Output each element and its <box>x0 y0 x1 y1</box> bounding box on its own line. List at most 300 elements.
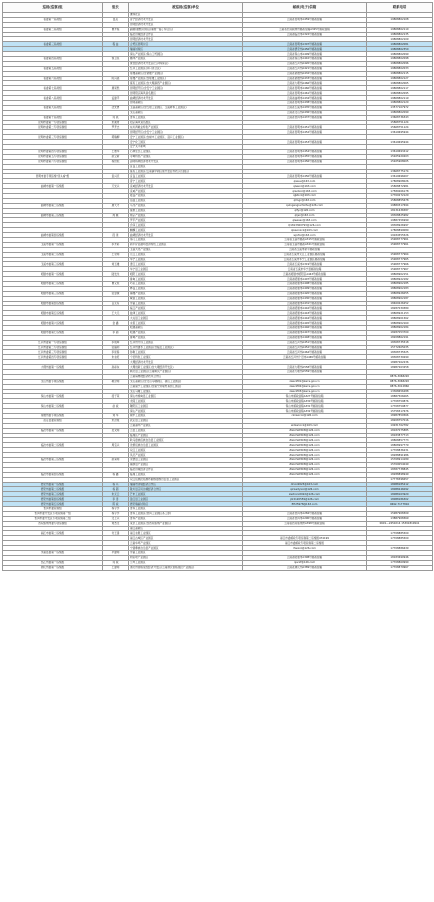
leader-cell: 唐天才 <box>103 203 129 208</box>
group-cell: 保山市委第二巡察组 <box>3 404 103 409</box>
mailbox-cell: 云南省楚雄州A433号邮政信箱 <box>243 76 367 81</box>
phone-cell: 18808902185 <box>367 281 433 286</box>
group-cell: 武定县委巡察组 <box>3 418 103 423</box>
leader-cell: 罗开志 <box>103 125 129 130</box>
unit-cell: 德宏瑞丽试验区 <box>129 502 243 507</box>
leader-cell: 唐亮然 <box>103 86 129 91</box>
leader-cell: 付王锋 <box>103 531 129 536</box>
phone-cell: 15925908005 <box>367 159 433 164</box>
phone-cell: 15768914189 <box>367 458 433 463</box>
group-cell: 曲靖市委第四巡察组 <box>3 233 103 238</box>
mailbox-cell: 云南省昭通市A446号邮政信箱 <box>243 326 367 331</box>
unit-cell: 麒麟工业园区 <box>129 228 243 233</box>
group-cell: 德宏州委第三巡察组 <box>3 492 103 497</box>
mailbox-cell: ZGLCSWXCB@126.com <box>243 428 367 433</box>
leader-cell: 周 魁 <box>103 213 129 218</box>
mailbox-cell: 云南省大理州A558号邮政信箱 <box>243 365 367 370</box>
group-cell: 昭通市委第五巡察组 <box>3 311 103 316</box>
phone-cell: 15769054049 <box>367 462 433 467</box>
mailbox-cell: 云南省红河州A452号邮政信箱 <box>243 345 367 350</box>
unit-cell: 马龙产业园区 <box>129 203 243 208</box>
group-cell: 昆明市委第四专项巡察组 <box>3 149 103 154</box>
unit-cell: 昭阳工业园区 <box>129 272 243 277</box>
phone-cell: 18287053700 <box>367 330 433 335</box>
phone-cell: 15772605035 <box>367 345 433 350</box>
group-cell: 昭通市委第六巡察组 <box>3 321 103 326</box>
leader-cell: 郭瑞柳 <box>103 135 129 140</box>
phone-cell: 0876-3068220 <box>367 379 433 384</box>
mailbox-cell: ZGLCSWXCB@126.com <box>243 433 367 438</box>
group-cell: 省委第四巡视组 <box>3 57 103 62</box>
group-cell: 德宏州委第二巡察组 <box>3 487 103 492</box>
unit-cell: 弥勒工业园区 <box>129 350 243 355</box>
mailbox-cell: zwsczf01@zwcs.gov.cn <box>243 379 367 384</box>
phone-cell: 18808902187 <box>367 296 433 301</box>
unit-cell: 保山产业园区 <box>129 409 243 414</box>
mailbox-cell: 云南省临沧市A322号邮政信箱 <box>243 32 367 37</box>
leader-cell: 陈兴美 <box>103 76 129 81</box>
unit-cell: 云南华坪产业园区 <box>129 541 243 546</box>
phone-cell: 13577107972 <box>367 105 433 110</box>
unit-cell: 红河州开远工业园区 <box>129 340 243 345</box>
unit-cell: 勐腊(磨憨)试验区(重塑一藤丁综合区) <box>129 27 243 32</box>
unit-cell: 临沧边境经济合作区 <box>129 467 243 472</box>
group-cell: 德宏州委第五巡察组 <box>3 502 103 507</box>
group-cell: 省委第二巡视组 <box>3 27 103 32</box>
phone-cell: 19808802115 <box>367 71 433 76</box>
mailbox-cell: 云南省玉溪市A319号邮政信箱 <box>243 262 367 267</box>
group-cell: 红河州委第四专项巡察组 <box>3 355 103 360</box>
group-cell: 保山市委第一巡察组 <box>3 394 103 399</box>
group-cell: 普洱市委开发区专项巡察第一组 <box>3 511 103 516</box>
group-cell: 怒江州委第一巡察组 <box>3 560 103 565</box>
phone-cell: 19808802108 <box>367 17 433 22</box>
phone-cell: 15908777966 <box>367 262 433 267</box>
phone-cell: 17708886639 <box>367 546 433 551</box>
table-body <box>3 13 433 571</box>
group-cell: 普洱市委开发区专项巡察第二组 <box>3 516 103 521</box>
group-cell: 省委第三巡视组 <box>3 42 103 47</box>
phone-cell: 18387738845 <box>367 467 433 472</box>
leader-cell: 王大元 <box>103 311 129 316</box>
mailbox-cell: 云南省昆明市A454号邮政信箱 <box>243 149 367 154</box>
phone-cell: 18088246092 <box>367 487 433 492</box>
phone-cell: 15908777961 <box>367 237 433 242</box>
mailbox-cell: 云南省玉溪市华宁县邮政信箱 <box>243 267 367 272</box>
mailbox-cell: qljzbcz@163.com <box>243 193 367 198</box>
leader-cell: 王宏明 <box>103 252 129 257</box>
phone-cell: 18088186302 <box>367 497 433 502</box>
mailbox-cell: 云南省昭通市A445号邮政信箱 <box>243 321 367 326</box>
leader-cell: 段子荣 <box>103 394 129 399</box>
mailbox-cell: 云南省昭通市A407号邮政信箱 <box>243 277 367 282</box>
phone-cell: 13619696007 <box>367 174 433 179</box>
phone-cell: 18308825982 <box>367 213 433 218</box>
mailbox-cell: 云南省昭通市A420号邮政信箱 <box>243 291 367 296</box>
leader-cell: 王建明 <box>103 565 129 570</box>
group-cell: 红河州委第一专项巡察组 <box>3 340 103 345</box>
group-cell: 红河州委第二专项巡察组 <box>3 345 103 350</box>
unit-cell: 水富工业园区 <box>129 550 243 555</box>
group-cell: 红河州委第三专项巡察组 <box>3 350 103 355</box>
unit-cell: 绥江产业园区 <box>129 306 243 311</box>
unit-cell: 文山马塘工业园区 <box>129 389 243 394</box>
phone-cell: 17708759876 <box>367 399 433 404</box>
unit-cell: 云南麻栗坡经济技术合作区 <box>129 374 243 379</box>
leader-cell: 陈 斌 <box>103 502 129 507</box>
leader-cell: 刘杰文 <box>103 521 129 526</box>
unit-cell: 昆明高新区 <box>129 101 243 106</box>
group-cell: 迪庆州委第一巡察组 <box>3 565 103 570</box>
leader-cell: 吴文明 <box>103 428 129 433</box>
phone-cell: 18308926997 <box>367 223 433 228</box>
leader-cell: 杨 鑫 <box>103 472 129 477</box>
mailbox-cell: 云南省昭通市A443号邮政信箱 <box>243 311 367 316</box>
mailbox-cell: wdxwxccz@163.com <box>243 423 367 428</box>
phone-cell: 15908777964 <box>367 252 433 257</box>
phone-cell: 19808802095 <box>367 91 433 96</box>
group-cell: 省委第八巡视组 <box>3 96 103 101</box>
mailbox-cell: EH25978@163.com <box>243 502 367 507</box>
group-cell: 昆明市委第六专项巡察组 <box>3 159 103 164</box>
unit-cell: 耿马傣族佤族自治县工业园区 <box>129 438 243 443</box>
phone-cell: 19808802117 <box>367 86 433 91</box>
unit-cell: 龙陵工业园区 <box>129 399 243 404</box>
unit-cell: 安宁化工园区 <box>129 140 243 145</box>
phone-cell: 17808908026 <box>367 179 433 184</box>
unit-cell: 隆阳区工业园区 <box>129 404 243 409</box>
phone-cell: 18808901562 <box>367 316 433 321</box>
group-cell: 德宏州委第一巡察组 <box>3 482 103 487</box>
mailbox-cell: 云南省普洱市A437号邮政信箱 <box>243 115 367 120</box>
leader-cell: 朱永旺 <box>103 355 129 360</box>
table-header-row <box>3 3 433 13</box>
unit-cell: 禄丰工业园区 <box>129 414 243 419</box>
unit-cell: 大关县工业园区 <box>129 316 243 321</box>
unit-cell: 昆明经济技术开发区 <box>129 37 243 42</box>
phone-cell: 18808921153 <box>367 311 433 316</box>
group-cell: 昆明市委第二专项巡察组 <box>3 125 103 130</box>
phone-cell: 18469226252 <box>367 301 433 306</box>
phone-cell: 18808997779 <box>367 443 433 448</box>
phone-cell: 13619695944 <box>367 140 433 145</box>
group-cell: 大理州委第一巡察组 <box>3 365 103 370</box>
group-cell: 昭通市委第四巡察组 <box>3 301 103 306</box>
unit-cell: 盐津工业园区 <box>129 311 243 316</box>
unit-cell: 丽江高新区 <box>129 526 243 531</box>
mailbox-cell: 保山市邮政信箱A331号邮政信箱 <box>243 404 367 409</box>
unit-cell: 安宁太平新城 <box>129 145 243 150</box>
group-cell: 省委第六巡视组 <box>3 76 103 81</box>
group-cell: 昆明市委第一专项巡察组 <box>3 120 103 125</box>
phone-cell: 18088185212 <box>367 482 433 487</box>
group-cell: 曲靖市委第二巡察组 <box>3 203 103 208</box>
unit-cell: 瑞丽试验区 <box>129 47 243 52</box>
mailbox-cell: 云南省玉溪市元江工业园区邮政信箱 <box>243 252 367 257</box>
phone-cell: 13668775174 <box>367 169 433 174</box>
unit-cell: 红河工业园区(河口边合区) <box>129 66 243 71</box>
phone-cell: 17808899080 <box>367 228 433 233</box>
phone-cell: 18288898949 <box>367 472 433 477</box>
unit-cell: 昆明阳宗海风景名胜区 <box>129 91 243 96</box>
leader-cell: 温克 <box>103 17 129 22</box>
unit-cell: 腾冲产业园区 <box>129 57 243 62</box>
phone-cell: 18208757016 <box>367 418 433 423</box>
group-cell: 西双版纳州委专项巡察组 <box>3 521 103 526</box>
mailbox-cell: 云南省红河州个旧市A465号邮政信箱 <box>243 355 367 360</box>
unit-cell: 昆明经开区(含安宁工业园区) <box>129 130 243 135</box>
unit-cell: 镇康县产业园区 <box>129 462 243 467</box>
unit-cell: 临翔工业园区 <box>129 472 243 477</box>
phone-cell: 15758317676 <box>367 409 433 414</box>
mailbox-cell: qlfyc@126.com <box>243 208 367 213</box>
mailbox-cell: 云南省昆明市A461号邮政信箱 <box>243 91 367 96</box>
mailbox-cell: qiwdxcz@163.com <box>243 189 367 194</box>
phone-cell: 19808802109 <box>367 37 433 42</box>
mailbox-cell: 云南省玉溪市新平邮政信箱 <box>243 247 367 252</box>
mailbox-cell: 云南省昭通市A444号邮政信箱 <box>243 316 367 321</box>
group-cell: 省委第一巡视组 <box>3 17 103 22</box>
mailbox-cell: 云南省迪庆州A389号邮政信箱 <box>243 565 367 570</box>
group-cell: 文山州委专项巡察组 <box>3 379 103 384</box>
mailbox-cell: 云南省昭通市A447号邮政信箱 <box>243 330 367 335</box>
phone-cell: 19808802099 <box>367 110 433 115</box>
mailbox-cell: ZGLCSWXCB@126.com <box>243 443 367 448</box>
phone-cell: 19808802135 <box>367 32 433 37</box>
unit-cell: 陇川县章凤边境经济合作区 <box>129 487 243 492</box>
unit-cell: 镇雄产业园区 <box>129 291 243 296</box>
unit-cell: 嵩明杨林经济技术开发区 <box>129 159 243 164</box>
mailbox-cell: qljsc@163.com <box>243 213 367 218</box>
mailbox-cell: 保山市邮政信箱A330号邮政信箱 <box>243 399 367 404</box>
leader-cell: 金 鑫 <box>103 321 129 326</box>
phone-cell: 13608736343 <box>367 115 433 120</box>
unit-cell: 兰坪工业园区 <box>129 560 243 565</box>
unit-cell: 双江佤族拉祜族布朗族傣族自治县工业园区 <box>129 477 243 482</box>
unit-cell: 昭通高新区 <box>129 326 243 331</box>
phone-cell: 17778398457 <box>367 477 433 482</box>
phone-cell: 17708836231 <box>367 448 433 453</box>
unit-cell: 盈江县工业园区 <box>129 497 243 502</box>
phone-cell: 17708885500 <box>367 531 433 536</box>
unit-cell: 曲靖经济技术开发区 <box>129 233 243 238</box>
mailbox-cell: qirxwdyxcz@126.com <box>243 487 367 492</box>
mailbox-cell: 云南省普洱市A290号邮政信箱 <box>243 516 367 521</box>
phone-cell: 17589266178 <box>367 189 433 194</box>
inspection-contact-table <box>2 2 433 571</box>
phone-cell: 0691—2450214 15391810941 <box>367 521 433 526</box>
leader-cell: 李迎春 <box>103 350 129 355</box>
unit-cell: 芒市工业园区 <box>129 492 243 497</box>
mailbox-cell: ZGLCSWXCB@126.com <box>243 448 367 453</box>
phone-cell: 18288891986 <box>367 453 433 458</box>
phone-cell: 19808802110 <box>367 27 433 32</box>
phone-cell: 17708885500 <box>367 536 433 541</box>
phone-cell: 18987262236 <box>367 360 433 365</box>
unit-cell: 保山市施甸县工业园区 <box>129 394 243 399</box>
mailbox-cell: 云南省大理州A466号邮政信箱 <box>243 81 367 86</box>
group-cell: 玉溪市委第二巡察组 <box>3 252 103 257</box>
group-cell: 临沧市委第一巡察组 <box>3 428 103 433</box>
phone-cell: 17708879967 <box>367 565 433 570</box>
phone-cell: 15925920203 <box>367 154 433 159</box>
phone-cell: 18287039380 <box>367 306 433 311</box>
phone-cell: 13619693412 <box>367 149 433 154</box>
group-cell: 省委第五巡视组 <box>3 66 103 71</box>
unit-cell: 保山产业园区(保山工贸园区) <box>129 52 243 57</box>
phone-cell: 18187075885 <box>367 428 433 433</box>
mailbox-cell: qulngangiuchizhu@126.com <box>243 203 367 208</box>
leader-cell: 沈先勇 <box>103 105 129 110</box>
unit-cell: 凤庆产业园区 <box>129 453 243 458</box>
unit-cell: 易门工业园区 <box>129 237 243 242</box>
leader-cell: 孟建平 <box>103 96 129 101</box>
mailbox-cell: 云南省昭通市A430号邮政信箱 <box>243 296 367 301</box>
phone-cell: 15868751124 <box>367 120 433 125</box>
mailbox-cell: 云南省玉溪市A435号邮政信箱 <box>243 105 367 110</box>
unit-cell: 文山高新区 <box>129 110 243 115</box>
phone-cell: 18808902160 <box>367 321 433 326</box>
unit-cell: 鲁甸工业园区 <box>129 277 243 282</box>
phone-cell: 13887908369 <box>367 516 433 521</box>
phone-cell: 17708869990 <box>367 560 433 565</box>
unit-cell: 昭通产业园区 <box>129 330 243 335</box>
mailbox-cell: 云南省昆明市A452号邮政信箱 <box>243 130 367 135</box>
unit-cell: 沧源佤族自治县工业园区 <box>129 443 243 448</box>
unit-cell: 丽江古城区产业园区 <box>129 536 243 541</box>
group-cell: 德宏州委第四巡察组 <box>3 497 103 502</box>
mailbox-cell: zwsczf02@zwcs.gov.cn <box>243 384 367 389</box>
mailbox-cell: 云南省昭通市A409号邮政信箱 <box>243 286 367 291</box>
phone-cell: 18308735518 <box>367 340 433 345</box>
phone-cell: 19808802096 <box>367 61 433 66</box>
phone-cell: 17708759877 <box>367 404 433 409</box>
group-cell: 省委第九巡视组 <box>3 105 103 110</box>
mailbox-cell: 云南省楚雄州A432号邮政信箱 <box>243 71 367 76</box>
phone-cell: 18987850566 <box>367 414 433 419</box>
mailbox-cell: 云南省昆明市A456号邮政信箱 <box>243 159 367 164</box>
unit-cell: 威信工业园区 <box>129 296 243 301</box>
phone-cell: 13368656288 <box>367 389 433 394</box>
group-cell: 昭通市委第一巡察组 <box>3 272 103 277</box>
mailbox-cell: ZGLCSWXCB@126.com <box>243 472 367 477</box>
mailbox-cell: ZGLCSWXCB@126.com <box>243 438 367 443</box>
phone-cell: 18808902184 <box>367 326 433 331</box>
phone-cell: 19887456999 <box>367 218 433 223</box>
phone-cell: 19808802098 <box>367 57 433 62</box>
unit-cell: 彝良工业园区 <box>129 286 243 291</box>
leader-cell: 毕建明 <box>103 550 129 555</box>
unit-cell: 华宁工业园区 <box>129 257 243 262</box>
phone-cell: 19808802065 <box>367 81 433 86</box>
unit-cell: 普洱工业园区 <box>129 506 243 511</box>
unit-cell: 玉溪高新区(含红塔工业园区、玉溪研和工业园区) <box>129 105 243 110</box>
phone-cell: 18808922182 <box>367 277 433 282</box>
mailbox-cell: ZGLCSWXCB@126.com <box>243 467 367 472</box>
mailbox-cell: 云南省红河州A451号邮政信箱 <box>243 340 367 345</box>
leader-cell: 朱洪成 <box>103 418 129 423</box>
leader-cell: 李开彩 <box>103 242 129 247</box>
header-phone: 联系电话 <box>367 3 433 13</box>
group-cell: 昆明市委第三专项巡察组 <box>3 135 103 140</box>
mailbox-cell: Q1813360793@126.com <box>243 223 367 228</box>
mailbox-cell: lhwxcz@126.com <box>243 546 367 551</box>
unit-cell: 安宁工业园区(含禄丰工业园区、嵩口工业园区) <box>129 135 243 140</box>
mailbox-cell: 云南省保山市A409号邮政信箱 <box>243 52 367 57</box>
leader-cell: 赵 斌 <box>103 404 129 409</box>
unit-cell: 大理创新工业园区(含大理经济开发区) <box>129 365 243 370</box>
group-cell: 丽江市委第二巡察组 <box>3 531 103 536</box>
phone-cell: 17769272120 <box>367 193 433 198</box>
unit-cell: 新平矿业循环经济特色工业园区 <box>129 242 243 247</box>
mailbox-cell: zwsczf03@zwcs.gov.cn <box>243 389 367 394</box>
phone-cell: 15987908309 <box>367 511 433 516</box>
leader-cell: 杨 兵 <box>103 482 129 487</box>
leader-cell: 杨世松 <box>103 159 129 164</box>
group-cell: 曲靖市委第一巡察组 <box>3 184 103 189</box>
mailbox-cell: 云南省昆明市A453号邮政信箱 <box>243 140 367 145</box>
leader-cell: 李毅辉 <box>103 340 129 345</box>
group-cell: 临沧市委第四巡察组 <box>3 472 103 477</box>
unit-cell: 富源工业园区 <box>129 208 243 213</box>
unit-cell: 会泽工业园区 <box>129 223 243 228</box>
leader-cell: 杨宇学 <box>103 506 129 511</box>
leader-cell: 李 涛 <box>103 497 129 502</box>
group-cell: 昆明市委专项巡察"回头看"组 <box>3 174 103 179</box>
mailbox-cell: qlswcz@163.com <box>243 184 367 189</box>
mailbox-cell: 丽江市委邮政专项巡察第二巡察组 <box>243 541 367 546</box>
unit-cell: 谦和社区 <box>129 13 243 18</box>
phone-cell: 19808802120 <box>367 101 433 106</box>
phone-cell: 15908777967 <box>367 267 433 272</box>
unit-cell: 阳宗海风景名胜区 <box>129 120 243 125</box>
unit-cell: 陆良产业园区 <box>129 193 243 198</box>
phone-cell: 18183690946 <box>367 555 433 560</box>
mailbox-cell: 云南省昭通市A431号邮政信箱 <box>243 301 367 306</box>
unit-cell: 云南滇中产业新区 <box>129 423 243 428</box>
unit-cell: 巧家工业园区 <box>129 281 243 286</box>
leader-cell: 朱元云 <box>103 492 129 497</box>
mailbox-cell: qiweu@163.com <box>243 179 367 184</box>
mailbox-cell: 云南省昭通市A398号邮政信箱 <box>243 555 367 560</box>
mailbox-cell: qlmgc@163.com <box>243 198 367 203</box>
mailbox-cell: 云南省西双版纳州A398号邮政信箱 <box>243 521 367 526</box>
header-postal-mailbox: 邮政(电子)信箱 <box>243 3 367 13</box>
mailbox-cell: 云南省西双版纳州邮政信箱A325号邮政信箱 <box>243 27 367 32</box>
mailbox-cell: 云南省德宏州A456号邮政信箱 <box>243 47 367 52</box>
leader-cell: 袁兴庆 <box>103 174 129 179</box>
mailbox-cell: 保山市邮政信箱A332号邮政信箱 <box>243 409 367 414</box>
unit-cell: 楚雄产业园区(含楚雄工业园区) <box>129 76 243 81</box>
unit-cell: 临翔区产业园区 <box>129 433 243 438</box>
unit-cell: 澄江工业园区 <box>129 262 243 267</box>
mailbox-cell: 云南省保山市A410号邮政信箱 <box>243 57 367 62</box>
unit-cell: 武定县工业园区 <box>129 418 243 423</box>
phone-cell: 18808926055 <box>367 291 433 296</box>
group-cell: 昭通市委第七巡察组 <box>3 330 103 335</box>
unit-cell: 宜良工业园区 <box>129 164 243 169</box>
unit-cell: 永善工业园区 <box>129 321 243 326</box>
phone-cell: 18808857773 <box>367 438 433 443</box>
group-cell: 水富县委第一巡察组 <box>3 550 103 555</box>
phone-cell: 19931762782 <box>367 423 433 428</box>
leader-cell: 孙彩东 <box>103 365 129 370</box>
phone-cell: 15808855678 <box>367 198 433 203</box>
unit-cell: 云县工业园区 <box>129 428 243 433</box>
mailbox-cell: 云南省玉溪市华宁工业园区邮政信箱 <box>243 257 367 262</box>
leader-cell: 陆发龙 <box>103 272 129 277</box>
phone-cell: 15668751124 <box>367 125 433 130</box>
